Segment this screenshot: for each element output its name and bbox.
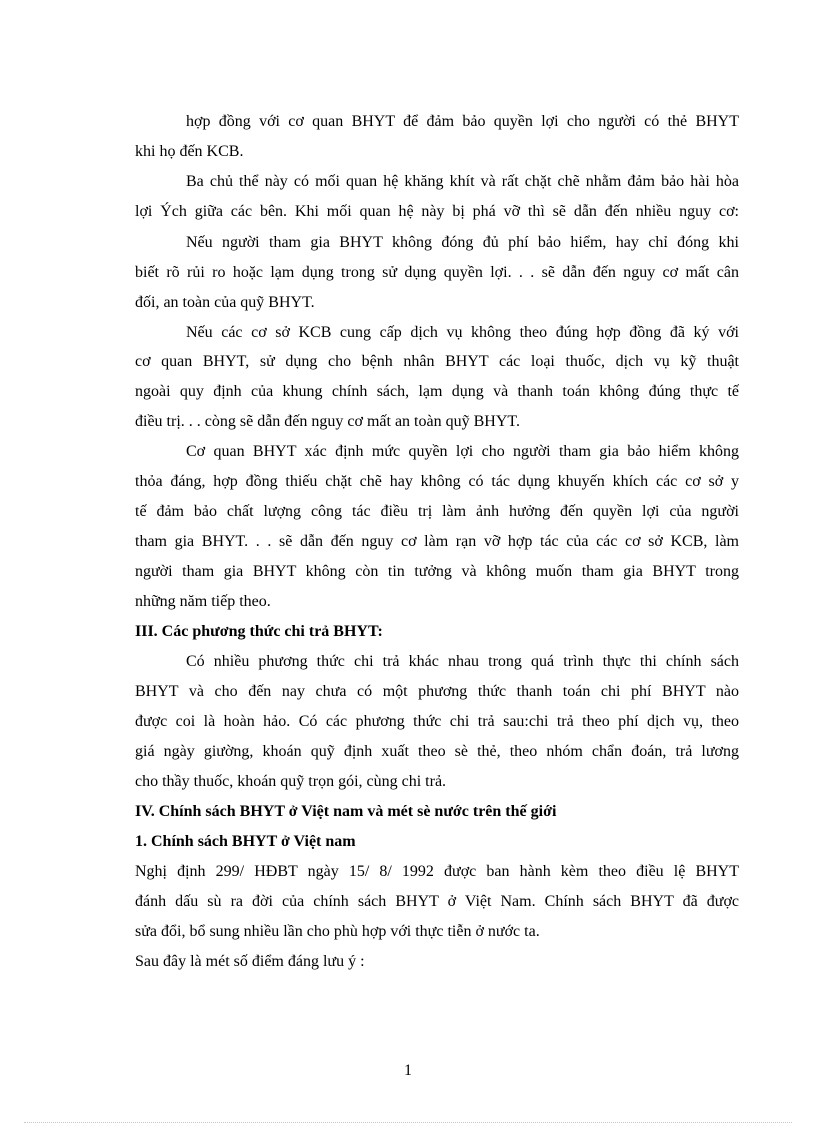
body-text-line: điều trị. . . còng sẽ dẫn đến nguy cơ mất an toàn quỹ BHYT. <box>135 413 520 430</box>
body-text-line: khi họ đến KCB. <box>135 143 244 160</box>
body-text-line: Sau đây là mét số điểm đáng lưu ý : <box>135 953 365 970</box>
section-heading: III. Các phương thức chi trả BHYT: <box>135 623 383 640</box>
body-text-line: Có nhiều phương thức chi trả khác nhau trong quá trình thực thi chính sách <box>186 653 739 670</box>
body-text-line: biết rõ rủi ro hoặc lạm dụng trong sử dụng quyền lợi. . . sẽ dẫn đến nguy cơ mất cân <box>135 264 739 281</box>
body-text-line: sửa đổi, bổ sung nhiều lần cho phù hợp với thực tiễn ở nước ta. <box>135 923 540 940</box>
page-number: 1 <box>404 1062 412 1079</box>
body-text-line: tế đảm bảo chất lượng công tác điều trị làm ảnh hưởng đến quyền lợi của người <box>135 503 739 520</box>
body-text-line: Nếu các cơ sở KCB cung cấp dịch vụ không theo đúng hợp đồng đã ký với <box>186 324 739 341</box>
body-text-line: Nghị định 299/ HĐBT ngày 15/ 8/ 1992 được ban hành kèm theo điều lệ BHYT <box>135 863 739 880</box>
body-text-line: Ba chủ thể này có mối quan hệ khăng khít và rất chặt chẽ nhằm đảm bảo hài hòa <box>186 173 739 190</box>
body-text-line: ngoài quy định của khung chính sách, lạm dụng và thanh toán không đúng thực tế <box>135 383 739 400</box>
body-text-line: tham gia BHYT. . . sẽ dẫn đến nguy cơ làm rạn vỡ hợp tác của các cơ sở KCB, làm <box>135 533 739 550</box>
body-text-line: người tham gia BHYT không còn tin tưởng và không muốn tham gia BHYT trong <box>135 563 739 580</box>
body-text-line: BHYT và cho đến nay chưa có một phương thức thanh toán chi phí BHYT nào <box>135 683 739 700</box>
body-text-line: cơ quan BHYT, sử dụng cho bệnh nhân BHYT các loại thuốc, dịch vụ kỹ thuật <box>135 353 739 370</box>
body-text-line: những năm tiếp theo. <box>135 593 271 610</box>
body-text-line: lợi Ých giữa các bên. Khi mối quan hệ này bị phá vỡ thì sẽ dẫn đến nhiều nguy cơ: <box>135 203 739 220</box>
body-text-line: cho thầy thuốc, khoán quỹ trọn gói, cùng chi trả. <box>135 773 447 790</box>
section-heading: IV. Chính sách BHYT ở Việt nam và mét sè nước trên thế giới <box>135 803 557 820</box>
body-text-line: thỏa đáng, hợp đồng thiếu chặt chẽ hay không có tác dụng khuyến khích các cơ sở y <box>135 473 739 490</box>
body-text-line: hợp đồng với cơ quan BHYT để đảm bảo quyền lợi cho người có thẻ BHYT <box>186 113 739 130</box>
body-text-line: được coi là hoàn hảo. Có các phương thức chi trả sau:chi trả theo phí dịch vụ, theo <box>135 713 739 730</box>
body-text-line: giá ngày giường, khoán quỹ định xuất theo sè thẻ, theo nhóm chẩn đoán, trả lương <box>135 743 739 760</box>
body-text-line: đối, an toàn của quỹ BHYT. <box>135 294 315 311</box>
body-text-line: Cơ quan BHYT xác định mức quyền lợi cho người tham gia bảo hiểm không <box>186 443 739 460</box>
subsection-heading: 1. Chính sách BHYT ở Việt nam <box>135 833 356 850</box>
body-text-line: Nếu người tham gia BHYT không đóng đủ phí bảo hiểm, hay chỉ đóng khi <box>186 234 739 251</box>
body-text-line: đánh dấu sù ra đời của chính sách BHYT ở Việt Nam. Chính sách BHYT đã được <box>135 893 739 910</box>
